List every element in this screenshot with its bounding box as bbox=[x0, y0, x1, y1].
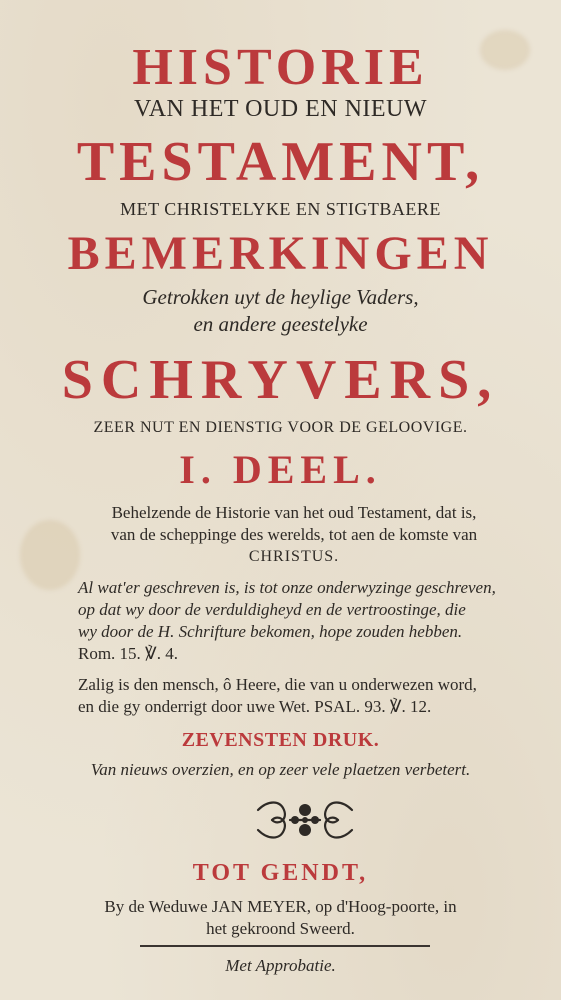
quote-reference: Rom. 15. ℣. 4. bbox=[78, 644, 178, 663]
approbation-note: Met Approbatie. bbox=[225, 956, 336, 975]
printer-line: By de Weduwe JAN MEYER, op d'Hoog-poorte, in bbox=[104, 897, 457, 916]
subtitle-dienstig: ZEER NUT EN DIENSTIG VOOR DE GELOOVIGE. bbox=[93, 419, 468, 436]
description-block bbox=[60, 502, 528, 568]
title-historie: HISTORIE bbox=[132, 39, 429, 96]
psalm-line: Zalig is den mensch, ô Heere, die van u onderwezen word, bbox=[78, 675, 477, 694]
title-schryvers: SCHRYVERS, bbox=[61, 349, 500, 411]
title-testament: TESTAMENT, bbox=[76, 131, 485, 193]
subtitle-christelyke: MET CHRISTELYKE EN STIGTBAERE bbox=[120, 199, 441, 219]
quote-line: wy door de H. Schrifture bekomen, hope zouden hebben. bbox=[78, 622, 463, 641]
divider-rule bbox=[140, 945, 430, 947]
subtitle-getrokken: Getrokken uyt de heylige Vaders, bbox=[142, 285, 419, 309]
subtitle-oud-nieuw: VAN HET OUD EN NIEUW bbox=[133, 96, 428, 122]
description-line: CHRISTUS. bbox=[248, 548, 340, 565]
printer-line: het gekroond Sweerd. bbox=[206, 919, 355, 938]
quote-line: op dat wy door de verduldigheyd en de vertroostinge, die bbox=[78, 600, 466, 619]
title-bemerkingen: BEMERKINGEN bbox=[67, 227, 494, 280]
volume-label: I. DEEL. bbox=[179, 447, 382, 492]
place-label: TOT GENDT, bbox=[192, 860, 369, 886]
subtitle-geestelyke: en andere geestelyke bbox=[193, 312, 368, 336]
psalm-line: en die gy onderrigt door uwe Wet. PSAL. 93. ℣. 12. bbox=[78, 697, 432, 716]
edition-label: ZEVENSTEN DRUK. bbox=[181, 729, 380, 751]
quote-block bbox=[78, 577, 548, 665]
psalm-block bbox=[78, 674, 548, 718]
description-line: Behelzende de Historie van het oud Testament, dat is, bbox=[111, 503, 477, 522]
revised-note: Van nieuws overzien, en op zeer vele plaetzen verbetert. bbox=[90, 760, 471, 779]
description-line: van de scheppinge des werelds, tot aen de komste van bbox=[110, 525, 478, 544]
floral-ornament-icon bbox=[250, 796, 360, 844]
quote-line: Al wat'er geschreven is, is tot onze onderwyzinge geschreven, bbox=[78, 578, 496, 597]
